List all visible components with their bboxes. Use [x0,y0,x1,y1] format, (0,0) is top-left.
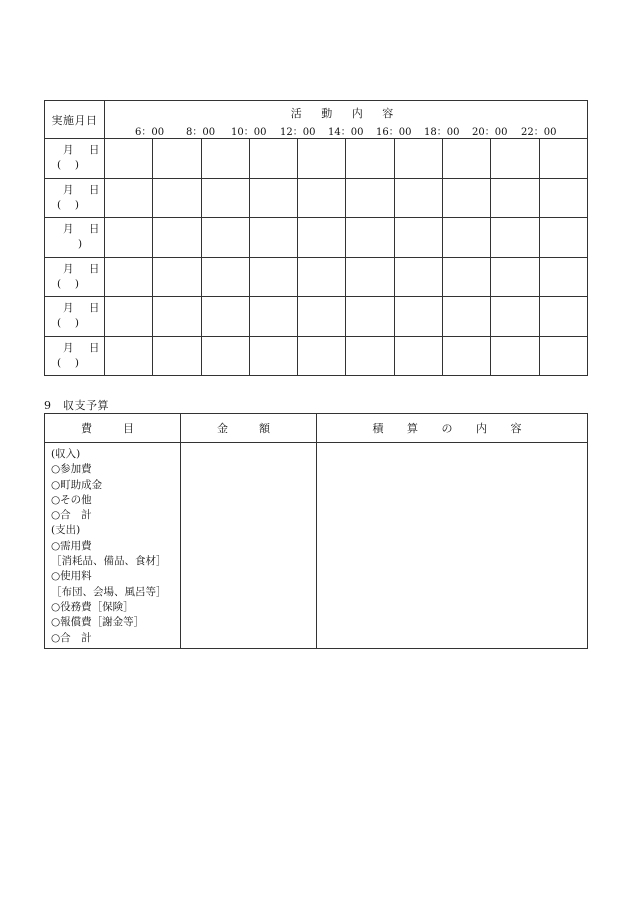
activity-column-header [105,101,588,139]
budget-item: ［布団、会場、風呂等］ [51,585,167,598]
activity-cell[interactable] [298,297,346,337]
activity-cell[interactable] [539,139,587,179]
activity-cell[interactable] [346,257,394,297]
time-label: 18：00 [424,127,460,138]
date-cell: 月 日 ) [45,218,105,258]
activity-cell[interactable] [201,178,249,218]
activity-cell[interactable] [153,178,201,218]
budget-item: (収入) [51,448,81,460]
activity-cell[interactable] [298,139,346,179]
activity-cell[interactable] [298,257,346,297]
amount-cell[interactable] [181,443,317,649]
activity-cell[interactable] [105,178,153,218]
activity-cell[interactable] [394,139,442,179]
budget-item: ○その他 [51,493,92,506]
budget-item: ○需用費 [51,539,92,552]
time-label: 20：00 [472,127,508,138]
budget-table [44,413,588,649]
activity-cell[interactable] [153,139,201,179]
activity-cell[interactable] [539,297,587,337]
budget-item: (支出) [51,524,81,537]
schedule-row [45,218,588,258]
time-label: 12：00 [280,127,316,138]
activity-cell[interactable] [201,257,249,297]
activity-cell[interactable] [153,336,201,376]
schedule-row [45,139,588,179]
time-label: 8：00 [186,127,216,138]
activity-cell[interactable] [443,139,491,179]
time-scale [105,123,587,137]
budget-item: ○参加費 [51,463,92,476]
schedule-row [45,297,588,337]
activity-cell[interactable] [539,336,587,376]
date-cell: 月 日 ( ) [45,139,105,179]
activity-cell[interactable] [249,178,297,218]
activity-cell[interactable] [491,336,539,376]
amount-column-header: 金 額 [181,414,317,443]
schedule-row [45,336,588,376]
activity-cell[interactable] [491,218,539,258]
activity-cell[interactable] [201,336,249,376]
activity-cell[interactable] [298,178,346,218]
activity-cell[interactable] [394,178,442,218]
activity-cell[interactable] [346,336,394,376]
date-column-header: 実施月日 [45,101,105,139]
activity-cell[interactable] [249,218,297,258]
time-label: 10：00 [231,127,267,138]
activity-cell[interactable] [394,297,442,337]
activity-cell[interactable] [539,218,587,258]
activity-schedule-table [44,100,588,376]
activity-cell[interactable] [394,257,442,297]
activity-cell[interactable] [249,297,297,337]
activity-cell[interactable] [443,297,491,337]
budget-items-cell [45,443,181,649]
activity-cell[interactable] [298,336,346,376]
activity-cell[interactable] [491,139,539,179]
activity-cell[interactable] [249,336,297,376]
activity-header-title: 活 動 内 容 [290,107,402,120]
activity-cell[interactable] [105,336,153,376]
activity-cell[interactable] [443,336,491,376]
activity-cell[interactable] [539,257,587,297]
activity-cell[interactable] [394,218,442,258]
activity-cell[interactable] [491,297,539,337]
budget-item: ○合 計 [51,631,92,644]
date-cell: 月 日 ( ) [45,178,105,218]
time-label: 14：00 [328,127,364,138]
activity-cell[interactable] [249,257,297,297]
activity-cell[interactable] [153,218,201,258]
budget-item: ○使用料 [51,570,92,583]
budget-section-title: 9 収支予算 [44,399,109,412]
activity-cell[interactable] [491,257,539,297]
date-cell: 月 日 ( ) [45,297,105,337]
time-label: 6：00 [135,127,165,138]
activity-cell[interactable] [443,218,491,258]
activity-cell[interactable] [539,178,587,218]
activity-cell[interactable] [249,139,297,179]
detail-cell[interactable] [317,443,588,649]
activity-cell[interactable] [394,336,442,376]
budget-item: ○報償費［謝金等］ [51,616,145,629]
time-label: 16：00 [376,127,412,138]
activity-cell[interactable] [105,257,153,297]
activity-cell[interactable] [201,297,249,337]
item-column-header: 費 目 [45,414,181,443]
schedule-row [45,257,588,297]
activity-cell[interactable] [201,218,249,258]
detail-column-header: 積 算 の 内 容 [317,414,588,443]
budget-item: ○役務費［保険］ [51,600,134,613]
activity-cell[interactable] [105,297,153,337]
activity-cell[interactable] [105,139,153,179]
activity-cell[interactable] [346,218,394,258]
budget-item: ○町助成金 [51,478,103,491]
activity-cell[interactable] [346,139,394,179]
date-cell: 月 日 ( ) [45,257,105,297]
date-cell: 月 日 ( ) [45,336,105,376]
activity-cell[interactable] [153,257,201,297]
budget-item: ○合 計 [51,509,92,522]
activity-cell[interactable] [105,218,153,258]
activity-cell[interactable] [346,178,394,218]
activity-cell[interactable] [153,297,201,337]
activity-cell[interactable] [346,297,394,337]
activity-cell[interactable] [443,257,491,297]
activity-cell[interactable] [298,218,346,258]
activity-cell[interactable] [443,178,491,218]
activity-cell[interactable] [491,178,539,218]
budget-item: ［消耗品、備品、食材］ [51,555,167,568]
activity-cell[interactable] [201,139,249,179]
schedule-row [45,178,588,218]
time-label: 22：00 [521,127,557,138]
